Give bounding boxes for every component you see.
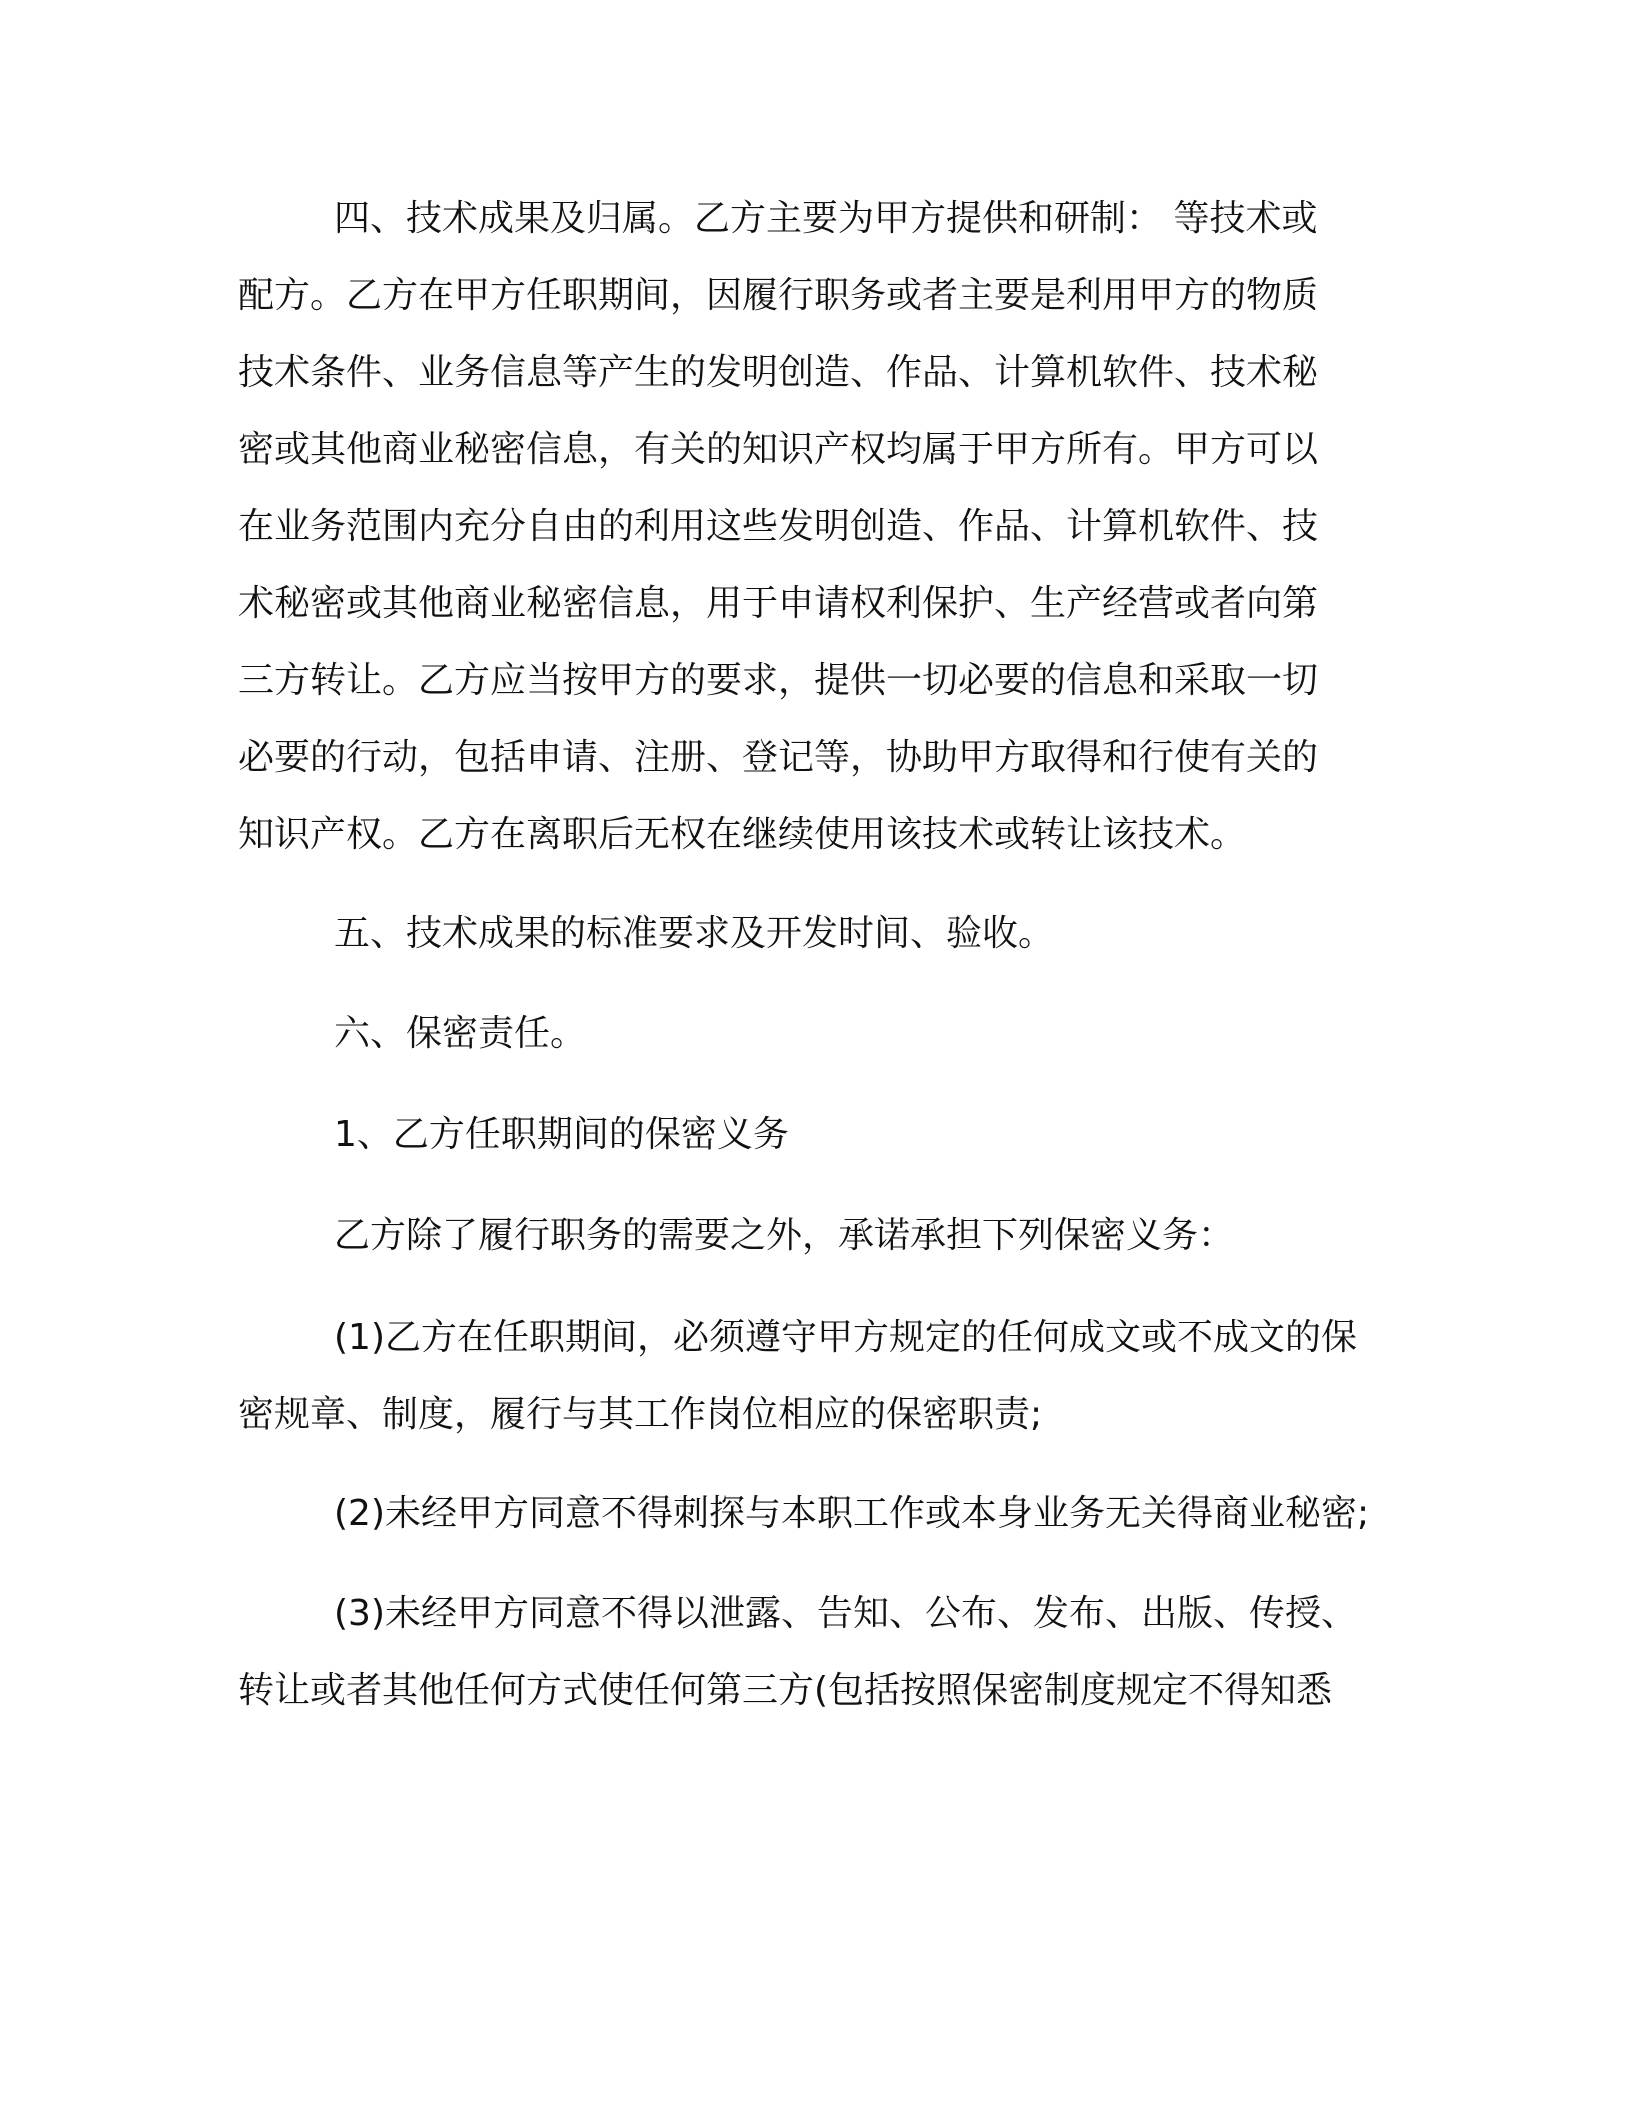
clause-6-heading: 六、保密责任。 xyxy=(334,1013,587,1054)
item-1-line-2: 密规章、制度，履行与其工作岗位相应的保密职责; xyxy=(238,1394,1043,1435)
clause-4-line-8: 必要的行动，包括申请、注册、登记等，协助甲方取得和行使有关的 xyxy=(238,737,1319,778)
clause-4-line-1: 四、技术成果及归属。乙方主要为甲方提供和研制： 等技术或 xyxy=(334,198,1318,239)
clause-4-line-3: 技术条件、业务信息等产生的发明创造、作品、计算机软件、技术秘 xyxy=(238,352,1319,393)
clause-4-line-9: 知识产权。乙方在离职后无权在继续使用该技术或转让该技术。 xyxy=(238,814,1247,855)
confidentiality-intro: 乙方除了履行职务的需要之外，承诺承担下列保密义务： xyxy=(334,1215,1235,1256)
item-3-line-2: 转让或者其他任何方式使任何第三方(包括按照保密制度规定不得知悉 xyxy=(238,1670,1333,1711)
clause-4-line-7: 三方转让。乙方应当按甲方的要求，提供一切必要的信息和采取一切 xyxy=(238,660,1319,701)
item-1-line-1: (1)乙方在任职期间，必须遵守甲方规定的任何成文或不成文的保 xyxy=(334,1317,1357,1358)
clause-4-line-5: 在业务范围内充分自由的利用这些发明创造、作品、计算机软件、技 xyxy=(238,506,1319,547)
sub-clause-1-heading: 1、乙方任职期间的保密义务 xyxy=(334,1114,789,1155)
clause-5-heading: 五、技术成果的标准要求及开发时间、验收。 xyxy=(334,913,1055,954)
item-2-line-1: (2)未经甲方同意不得刺探与本职工作或本身业务无关得商业秘密; xyxy=(334,1493,1370,1534)
item-3-line-1: (3)未经甲方同意不得以泄露、告知、公布、发布、出版、传授、 xyxy=(334,1593,1357,1634)
clause-4-line-6: 术秘密或其他商业秘密信息，用于申请权利保护、生产经营或者向第 xyxy=(238,583,1319,624)
clause-4-line-2: 配方。乙方在甲方任职期间，因履行职务或者主要是利用甲方的物质 xyxy=(238,275,1319,316)
clause-4-line-4: 密或其他商业秘密信息，有关的知识产权均属于甲方所有。甲方可以 xyxy=(238,429,1319,470)
